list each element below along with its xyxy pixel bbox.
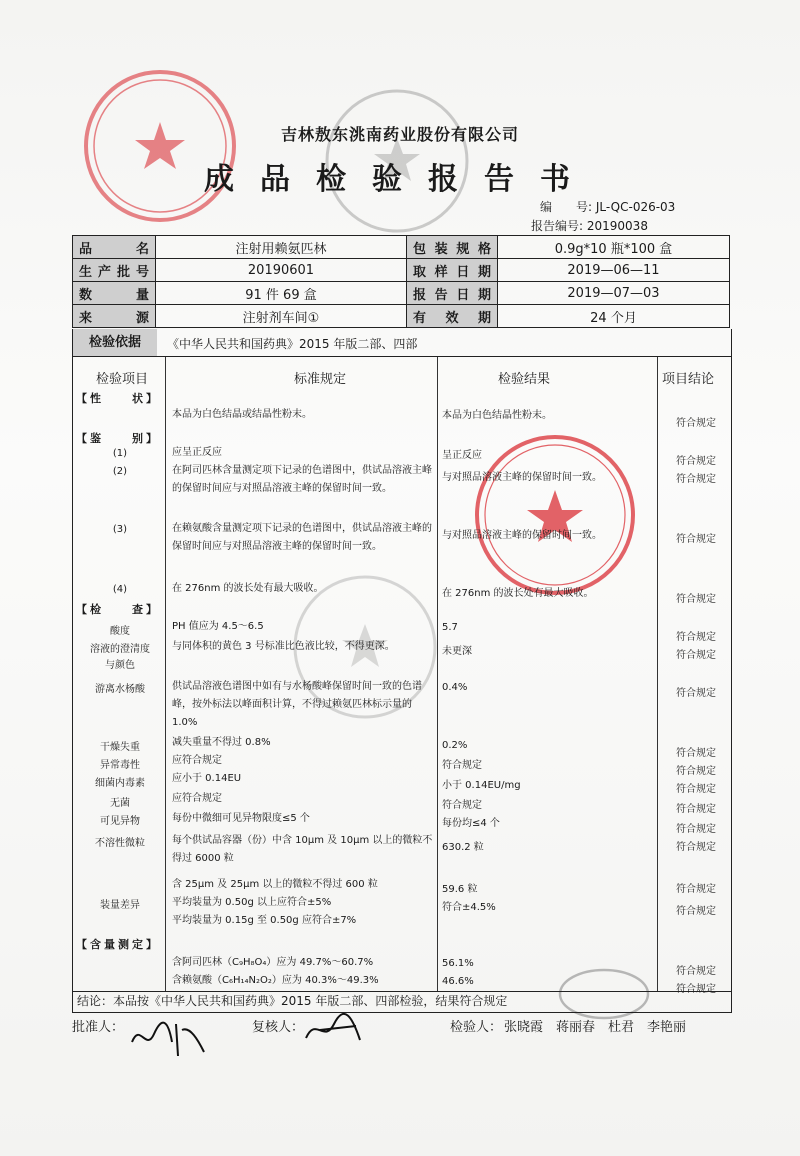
name-value: 注射用赖氨匹林 — [156, 236, 407, 259]
sterility-item: 无菌 — [110, 798, 130, 809]
inspector-label: 检验人： — [450, 1020, 503, 1035]
toxicity-result: 符合规定 — [442, 760, 482, 771]
character-result: 本品为白色结晶性粉末。 — [442, 410, 552, 421]
column-divider — [657, 357, 658, 991]
drying-standard: 减失重量不得过 0.8% — [172, 737, 271, 748]
basis-value: 《中华人民共和国药典》2015 年版二部、四部 — [167, 337, 418, 351]
section-identification: 【鉴 别】 — [76, 432, 160, 445]
reviewer-label: 复核人： — [252, 1020, 305, 1035]
doc-number-label: 编 号: — [540, 200, 593, 214]
sample-date-value: 2019—06—11 — [498, 259, 730, 282]
valid-label: 有 效 期 — [407, 305, 498, 328]
loading-item: 装量差异 — [100, 900, 140, 911]
insoluble-item: 不溶性微粒 — [95, 838, 145, 849]
basis-row — [72, 329, 732, 357]
id4-conclusion: 符合规定 — [676, 594, 716, 605]
document-title: 成品检验报告书 — [204, 162, 596, 197]
salicylic-result: 0.4% — [442, 682, 468, 693]
conclusion-row — [72, 990, 732, 1013]
assay2-standard: 含赖氨酸（C₆H₁₄N₂O₂）应为 40.3%～49.3% — [172, 975, 379, 986]
approver-signature — [128, 1012, 208, 1064]
acid-result: 5.7 — [442, 622, 458, 633]
column-divider — [437, 357, 438, 991]
drying-conclusion: 符合规定 — [676, 748, 716, 759]
section-assay: 【含量测定】 — [76, 938, 160, 951]
clarity-item-line2: 与颜色 — [105, 660, 135, 671]
approver-label: 批准人： — [72, 1020, 125, 1035]
id2-item: (2) — [112, 466, 128, 477]
company-name: 吉林敖东洮南药业股份有限公司 — [280, 125, 519, 144]
col-standard-header: 标准规定 — [294, 372, 347, 387]
clarity-item: 溶液的澄清度 — [90, 644, 150, 655]
toxicity-item: 异常毒性 — [100, 760, 140, 771]
loading-result: 符合±4.5% — [442, 902, 496, 913]
inspector-names: 张晓霞 蒋丽春 杜君 李艳丽 — [504, 1020, 687, 1035]
endotoxin-conclusion: 符合规定 — [676, 784, 716, 795]
report-date-label: 报告日期 — [407, 282, 498, 305]
id3-result: 与对照品溶液主峰的保留时间一致。 — [442, 530, 602, 541]
visible-conclusion: 符合规定 — [676, 824, 716, 835]
drying-item: 干燥失重 — [100, 742, 140, 753]
id3-item: (3) — [112, 524, 128, 535]
spec-value: 0.9g*10 瓶*100 盒 — [498, 236, 730, 259]
batch-label: 生产批号 — [73, 259, 156, 282]
insoluble-conclusion: 符合规定 — [676, 842, 716, 853]
endotoxin-item: 细菌内毒素 — [95, 778, 145, 789]
visible-result: 每份均≤4 个 — [442, 818, 500, 829]
toxicity-conclusion: 符合规定 — [676, 766, 716, 777]
sample-date-label: 取样日期 — [407, 259, 498, 282]
clarity-result: 未更深 — [442, 646, 472, 657]
id2-result: 与对照品溶液主峰的保留时间一致。 — [442, 472, 602, 483]
id1-standard: 应呈正反应 — [172, 447, 222, 458]
insoluble2-result: 59.6 粒 — [442, 884, 478, 895]
assay1-standard: 含阿司匹林（C₉H₈O₄）应为 49.7%～60.7% — [172, 957, 374, 968]
insoluble2-standard: 含 25μm 及 25μm 以上的微粒不得过 600 粒 — [172, 879, 378, 890]
id1-conclusion: 符合规定 — [676, 456, 716, 467]
endotoxin-standard: 应小于 0.14EU — [172, 773, 242, 784]
assay2-result: 46.6% — [442, 976, 474, 987]
sterility-standard: 应符合规定 — [172, 793, 222, 804]
visible-standard: 每份中微细可见异物限度≤5 个 — [172, 813, 310, 824]
assay2-conclusion: 符合规定 — [676, 984, 716, 995]
doc-number — [540, 198, 675, 215]
clarity-standard: 与同体积的黄色 3 号标准比色液比较，不得更深。 — [172, 641, 395, 652]
section-character: 【性 状】 — [76, 392, 160, 405]
insoluble2-conclusion: 符合规定 — [676, 884, 716, 895]
salicylic-item: 游离水杨酸 — [95, 684, 145, 695]
toxicity-standard: 应符合规定 — [172, 755, 222, 766]
qty-value: 91 件 69 盒 — [156, 282, 407, 305]
id4-result: 在 276nm 的波长处有最大吸收。 — [442, 588, 594, 599]
source-label: 来 源 — [73, 305, 156, 328]
sterility-conclusion: 符合规定 — [676, 804, 716, 815]
drying-result: 0.2% — [442, 740, 468, 751]
qty-label: 数 量 — [73, 282, 156, 305]
loading-standard: 平均装量为 0.50g 以上应符合±5% — [172, 897, 332, 908]
header-grid — [72, 235, 730, 328]
name-label: 品 名 — [73, 236, 156, 259]
section-examination: 【检 查】 — [76, 603, 160, 616]
batch-value: 20190601 — [156, 259, 407, 282]
id3-standard: 在赖氨酸含量测定项下记录的色谱图中，供试品溶液主峰的保留时间应与对照品溶液主峰的保留时间一致。 — [172, 523, 432, 552]
conclusion-text: 结论：本品按《中华人民共和国药典》2015 年版二部、四部检验，结果符合规定 — [77, 994, 508, 1008]
id3-conclusion: 符合规定 — [676, 534, 716, 545]
assay1-result: 56.1% — [442, 958, 474, 969]
valid-value: 24 个月 — [498, 305, 730, 328]
report-number-label: 报告编号: — [531, 219, 584, 233]
column-divider — [165, 357, 166, 991]
character-conclusion: 符合规定 — [676, 418, 716, 429]
source-value: 注射剂车间① — [156, 305, 407, 328]
spec-label: 包装规格 — [407, 236, 498, 259]
id4-item: (4) — [112, 584, 128, 595]
id2-standard: 在阿司匹林含量测定项下记录的色谱图中，供试品溶液主峰的保留时间应与对照品溶液主峰的保留时间一致。 — [172, 465, 432, 494]
acid-item: 酸度 — [110, 626, 130, 637]
col-item-header: 检验项目 — [96, 372, 149, 387]
endotoxin-result: 小于 0.14EU/mg — [442, 780, 521, 791]
doc-number-value: JL-QC-026-03 — [595, 200, 676, 214]
id1-item: (1) — [112, 448, 128, 459]
id2-conclusion: 符合规定 — [676, 474, 716, 485]
insoluble-standard: 每个供试品容器（份）中含 10μm 及 10μm 以上的微粒不得过 6000 粒 — [172, 835, 433, 864]
id4-standard: 在 276nm 的波长处有最大吸收。 — [172, 583, 324, 594]
reviewer-signature — [300, 1010, 370, 1054]
id1-result: 呈正反应 — [442, 450, 482, 461]
col-conclusion-header: 项目结论 — [662, 372, 715, 387]
character-standard: 本品为白色结晶或结晶性粉末。 — [172, 409, 312, 420]
loading2-standard: 平均装量为 0.15g 至 0.50g 应符合±7% — [172, 915, 357, 926]
col-result-header: 检验结果 — [498, 372, 551, 387]
clarity-conclusion: 符合规定 — [676, 650, 716, 661]
loading-conclusion: 符合规定 — [676, 906, 716, 917]
assay1-conclusion: 符合规定 — [676, 966, 716, 977]
visible-item: 可见异物 — [100, 816, 140, 827]
report-number — [531, 217, 648, 234]
insoluble-result: 630.2 粒 — [442, 842, 484, 853]
acid-standard: PH 值应为 4.5～6.5 — [172, 621, 264, 632]
left-seal-stamp — [80, 66, 240, 226]
salicylic-standard: 供试品溶液色谱图中如有与水杨酸峰保留时间一致的色谱峰，按外标法以峰面积计算，不得过赖氨匹林标示量的 1.0% — [172, 681, 422, 728]
sterility-result: 符合规定 — [442, 800, 482, 811]
acid-conclusion: 符合规定 — [676, 632, 716, 643]
report-date-value: 2019—07—03 — [498, 282, 730, 305]
report-number-value: 20190038 — [586, 219, 648, 233]
basis-label: 检验依据 — [73, 329, 157, 356]
salicylic-conclusion: 符合规定 — [676, 688, 716, 699]
